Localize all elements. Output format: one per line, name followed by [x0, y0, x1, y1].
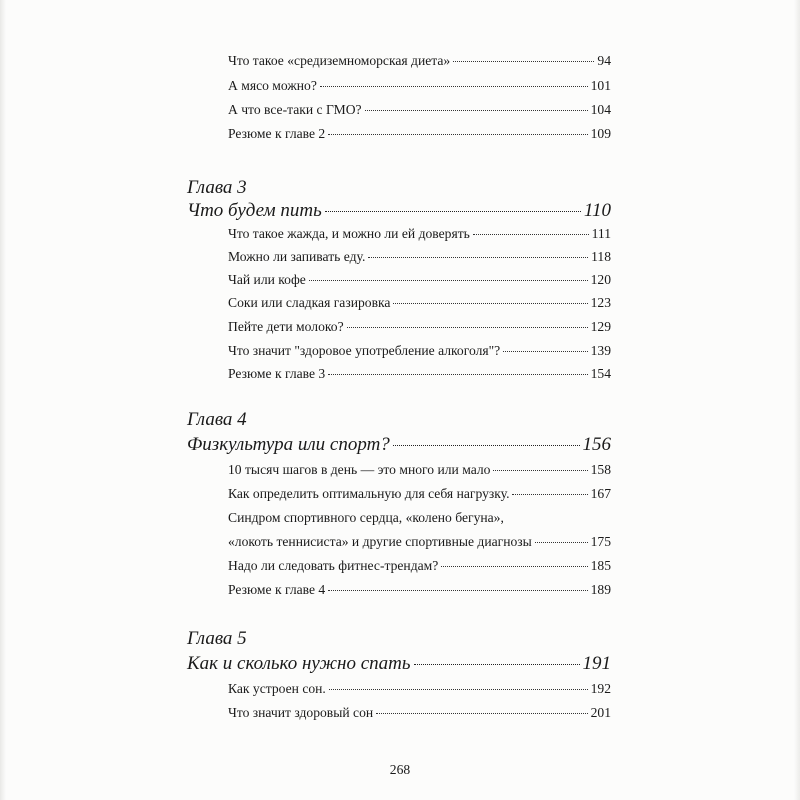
- dot-leader: [309, 280, 588, 281]
- toc-entry: Можно ли запивать еду. 118: [228, 249, 611, 264]
- dot-leader: [329, 689, 588, 690]
- toc-entry: Чай или кофе 120: [228, 272, 611, 287]
- chapter-label: Глава 3: [187, 177, 247, 198]
- dot-leader: [347, 327, 588, 328]
- dot-leader: [441, 566, 587, 567]
- chapter-title-entry: Что будем пить 110: [187, 200, 611, 221]
- toc-entry: Резюме к главе 4 189: [228, 582, 611, 597]
- toc-entry: Что такое «средиземноморская диета» 94: [228, 53, 611, 68]
- toc-entry: 10 тысяч шагов в день — это много или мало 158: [228, 462, 611, 477]
- chapter-title-entry: Как и сколько нужно спать 191: [187, 653, 611, 674]
- dot-leader: [328, 590, 587, 591]
- dot-leader: [325, 211, 581, 212]
- dot-leader: [473, 234, 589, 235]
- toc-entry: Резюме к главе 3 154: [228, 366, 611, 381]
- toc-entry: «локоть теннисиста» и другие спортивные диагнозы 175: [228, 534, 611, 549]
- dot-leader: [512, 494, 587, 495]
- dot-leader: [328, 374, 587, 375]
- dot-leader: [393, 445, 580, 446]
- dot-leader: [393, 303, 587, 304]
- dot-leader: [535, 542, 588, 543]
- toc-entry: Резюме к главе 2 109: [228, 126, 611, 141]
- page-shadow-right: [794, 0, 800, 800]
- dot-leader: [453, 61, 594, 62]
- dot-leader: [328, 134, 587, 135]
- dot-leader: [493, 470, 587, 471]
- toc-entry: Что значит "здоровое употребление алкоголя"? 139: [228, 343, 611, 358]
- dot-leader: [365, 110, 588, 111]
- chapter-label: Глава 5: [187, 628, 247, 649]
- toc-entry: А мясо можно? 101: [228, 78, 611, 93]
- dot-leader: [320, 86, 588, 87]
- toc-entry-line: Синдром спортивного сердца, «колено бегуна»,: [228, 510, 504, 525]
- chapter-label: Глава 4: [187, 409, 247, 430]
- toc-entry: Надо ли следовать фитнес-трендам? 185: [228, 558, 611, 573]
- toc-entry: Что такое жажда, и можно ли ей доверять 111: [228, 226, 611, 241]
- toc-entry: А что все-таки с ГМО? 104: [228, 102, 611, 117]
- toc-entry: Соки или сладкая газировка 123: [228, 295, 611, 310]
- dot-leader: [503, 351, 587, 352]
- toc-entry: Пейте дети молоко? 129: [228, 319, 611, 334]
- toc-entry: Как устроен сон. 192: [228, 681, 611, 696]
- page-shadow-left: [0, 0, 6, 800]
- toc-entry: Как определить оптимальную для себя нагрузку. 167: [228, 486, 611, 501]
- page-number: 268: [389, 762, 411, 777]
- dot-leader: [368, 257, 588, 258]
- dot-leader: [376, 713, 587, 714]
- chapter-title-entry: Физкультура или спорт? 156: [187, 434, 611, 455]
- dot-leader: [414, 664, 580, 665]
- toc-entry: Что значит здоровый сон 201: [228, 705, 611, 720]
